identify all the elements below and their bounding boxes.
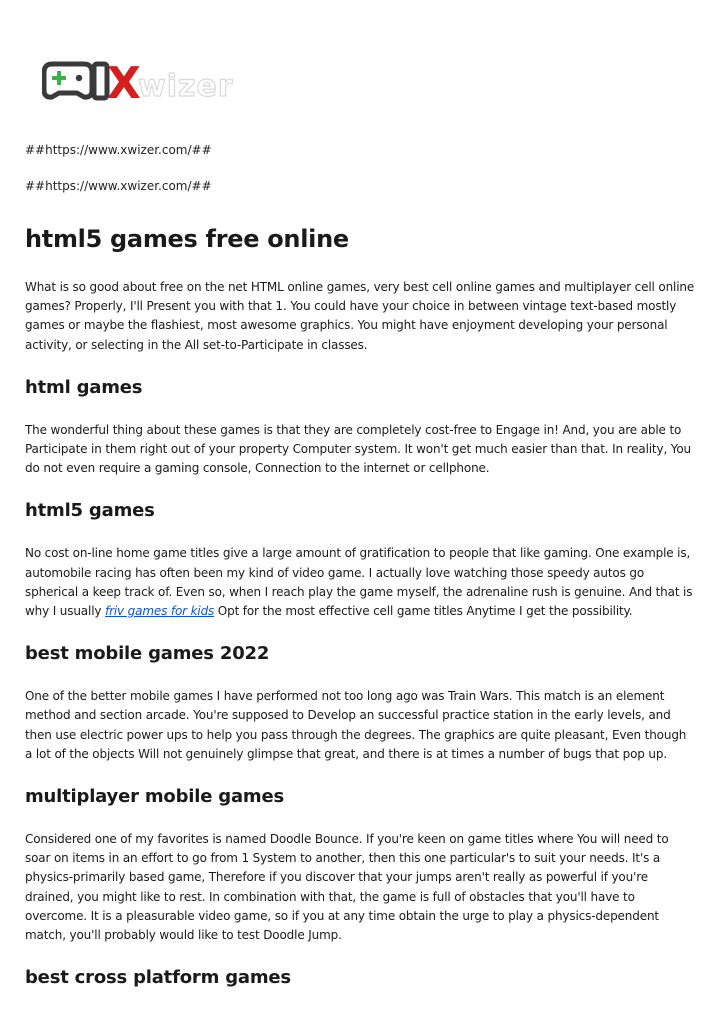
- section-paragraph: [25, 544, 697, 621]
- section-heading: html games: [25, 376, 143, 398]
- section-paragraph: The wonderful thing about these games is that they are completely cost-free to Engage in! And, you are able to Participate in them right out of your property Computer system. It won't get much easier than that. In reality, You do not even require a gaming console, Connection to the internet or cellphone.: [25, 422, 692, 476]
- section-heading: multiplayer mobile games: [25, 786, 284, 808]
- logo-wordmark: wizer: [138, 69, 234, 102]
- section-heading: best mobile games 2022: [25, 643, 270, 665]
- friv-games-link[interactable]: friv games for kids: [105, 604, 215, 619]
- section-paragraph: Considered one of my favorites is named Doodle Bounce. If you're keen on game titles where You will need to soar on items in an effort to go from 1 System to another, then this one particular's to suit your needs. It's a physics-primarily based game, Therefore if you discover that your jumps aren't really as powerful if you're drained, you might like to rest. In combination with that, the game is full of obstacles that you'll have to overcome. It is a pleasurable video game, so if you at any time obtain the urge to play a physics-dependent match, you'll probably would like to test Doodle Jump.: [25, 832, 669, 943]
- xwizer-logo[interactable]: [42, 56, 262, 102]
- paragraph-text: No cost on-line home game titles give a large amount of gratification to people that like gaming. One example is, automobile racing has often been my kind of video game. I actually love watching those speedy autos go spherical a keep track of. Even so, when I reach play the game myself, the adrenaline rush is genuine. And that is why I usually: [25, 546, 693, 619]
- gamepad-icon: [42, 56, 262, 102]
- page-title: html5 games free online: [25, 225, 349, 253]
- paragraph-text: Opt for the most effective cell game titles Anytime I get the possibility.: [214, 604, 633, 619]
- section-heading: best cross platform games: [25, 967, 291, 989]
- section-heading: html5 games: [25, 500, 155, 522]
- section-paragraph: One of the better mobile games I have performed not too long ago was Train Wars. This match is an element method and section arcade. You're supposed to Develop an successful practice station in the early levels, and then use electric power ups to help you pass through the degrees. The graphics are quite pleasant, Even though a lot of the objects Will not genuinely glimpse that great, and there is at times a number of bugs that pop up.: [25, 689, 687, 761]
- intro-paragraph: What is so good about free on the net HTML online games, very best cell online games and multiplayer cell online games? Properly, I'll Present you with that 1. You could have your choice in between vintage text-based mostly games or maybe the flashiest, most awesome graphics. You might have enjoyment developing your personal activity, or selecting in the All set-to-Participate in classes.: [25, 280, 695, 352]
- source-url: ##https://www.xwizer.com/##: [25, 179, 212, 193]
- article: [25, 222, 697, 1011]
- logo-x-mark: X: [107, 58, 141, 102]
- source-url: ##https://www.xwizer.com/##: [25, 143, 212, 157]
